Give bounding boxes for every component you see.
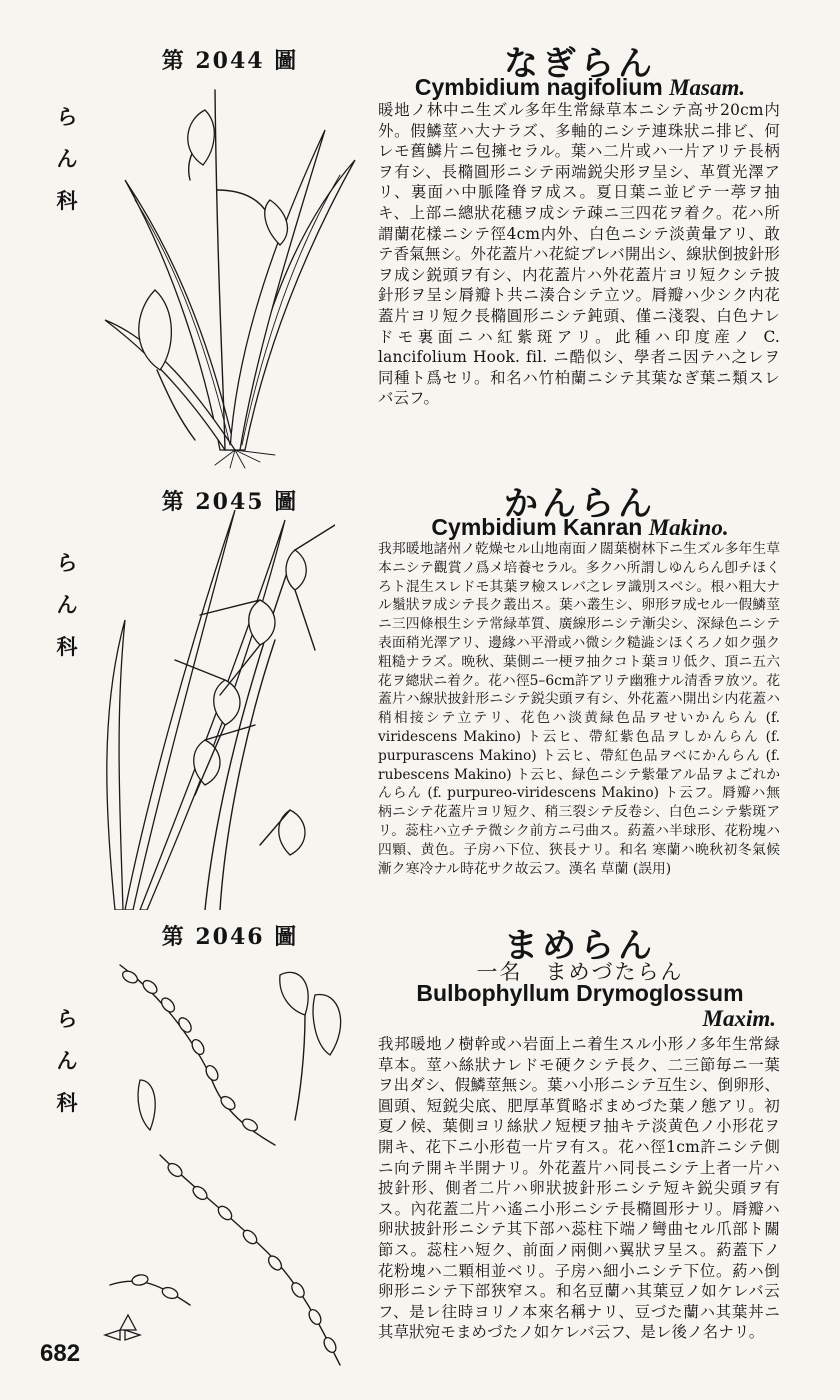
kanran-illustration	[85, 510, 335, 910]
nagiran-illustration	[85, 70, 370, 470]
scientific-author: Masam.	[669, 75, 746, 100]
alternate-name: 一名 まめづたらん	[476, 960, 684, 984]
entry-2044	[0, 0, 840, 470]
scientific-author: Makino.	[648, 515, 729, 540]
entry-2046	[0, 910, 840, 1400]
scientific-name: Cymbidium Kanran Makino.	[431, 514, 729, 540]
figure-label: 第 2044 圖	[161, 48, 299, 74]
japanese-name: かんらん	[504, 484, 656, 524]
page-number: 682	[40, 1340, 81, 1367]
entry-2045	[0, 470, 840, 910]
japanese-name: まめらん	[504, 926, 656, 966]
description: 我邦暖地ノ樹幹或ハ岩面上ニ着生スル小形ノ多年生常緑草本。莖ハ絲狀ナレドモ硬クシテ長ク、二三節毎ニ一葉ヲ出ダシ、假鱗莖無シ。葉ハ小形ニシテ互生シ、倒卵形、圓頭、短鋭尖底、肥厚革質略ボまめづた葉ノ態アリ。初夏ノ候、葉側ヨリ絲狀ノ短梗ヲ抽キテ淡黄色ノ小形花ヲ開キ、花下ニ小形苞一片ヲ有ス。花ハ徑1cm許ニシテ側ニ向テ開キ半開ナリ。外花蓋片ハ同長ニシテ上者一片ハ披針形、側者二片ハ卵狀披針形ニシテ短キ鋭尖頭ヲ有ス。內花蓋二片ハ遙ニ小形ニシテ長橢圓形ナリ。脣瓣ハ卵狀披針形ニシテ其下部ハ蕊柱下端ノ彎曲セル爪部ト關節ス。蕊柱ハ短ク、前面ノ兩側ハ翼狀ヲ呈ス。葯蓋下ノ花粉塊ハ二顆相並ベリ。子房ハ細小ニシテ下位。葯ハ倒卵形ニシテ下部狹窄ス。和名豆蘭ハ其葉豆ノ如ケレバ云フ、是レ往時ヨリノ本來名稱ナリ、豆づた蘭ハ其葉丼ニ其草狀宛モまめづたノ如ケレバ云フ、是レ後ノ名ナリ。	[378, 1035, 780, 1342]
scientific-name: Cymbidium nagifolium Masam.	[414, 74, 746, 100]
family-label: ら ん 科	[56, 550, 78, 659]
figure-label: 第 2046 圖	[161, 924, 299, 950]
japanese-name: なぎらん	[504, 44, 656, 84]
description: 暖地ノ林中ニ生ズル多年生常緑草本ニシテ高サ20cm内外。假鱗莖ハ大ナラズ、多軸的ニシテ連珠狀ニ排ビ、何レモ舊鱗片ニ包擁セラル。葉ハ二片或ハ一片アリテ長柄ヲ有シ、長橢圓形ニシテ兩端鋭尖形ヲ呈シ、革質光澤アリ、裏面ハ中脈隆脊ヲ成ス。夏日葉ニ並ビテ一葶ヲ抽キ、上部ニ總狀花穗ヲ成シテ疎ニ三四花ヲ着ク。花ハ所謂蘭花樣ニシテ徑4cm内外、白色ニシテ淡黄暈アリ、敢テ香氣無シ。外花蓋片ハ花綻ブレバ開出シ、線狀倒披針形ヲ成シ鋭頭ヲ有シ、内花蓋片ハ外花蓋片ヨリ短クシテ披針形ヲ呈シ脣瓣ト共ニ湊合シテ立ツ。脣瓣ハ少シク内花蓋片ヨリ短ク長橢圓形ニシテ鈍頭、僅ニ淺裂、白色ナレドモ裏面ニハ紅紫斑アリ。此種ハ印度産ノ C. lancifolium Hook. fil. ニ酷似シ、學者ニ因テハ之レヲ同種ト爲セリ。和名ハ竹柏蘭ニシテ其葉なぎ葉ニ類スレバ云フ。	[378, 101, 780, 408]
figure-label: 第 2045 圖	[161, 489, 299, 515]
description: 我邦暖地諸州ノ乾燥セル山地南面ノ闊葉樹林下ニ生ズル多年生草本ニシテ觀賞ノ爲メ培養セラル。多クハ所謂しゆんらん卽チほくろト混生スレドモ其葉ヲ檢スレバ之レヲ識別スベシ。根ハ粗大ナル鬚狀ヲ成シテ長ク叢出ス。葉ハ叢生シ、卵形ヲ成セル一假鱗莖ニ三四條根生シテ常緑革質、廣線形ニシテ漸尖シ、深緑色ニシテ表面稍光澤アリ、邊緣ハ平滑或ハ微シク糙澁シほくろノ如ク强ク粗糙ナラズ。晩秋、葉側ニ一梗ヲ抽クコト葉ヨリ低ク、頂ニ五六花ヲ總狀ニ着ク。花ハ徑5–6cm許アリテ幽雅ナル清香ヲ放ツ。花蓋片ハ線狀披針形ニシテ鋭尖頭ヲ有シ、外花蓋ハ開出シ内花蓋ハ稍相接シテ立テリ、花色ハ淡黄緑色品ヲせいかんらん (f. viridescens Makino) ト云ヒ、帶紅紫色品ヲしかんらん (f. purpurascens Makino) ト云ヒ、帶紅色品ヲべにかんらん (f. rubescens Makino) ト云ヒ、緑色ニシテ紫暈アル品ヲよごれかんらん (f. purpureo-viridescens Makino) ト云フ。脣瓣ハ無柄ニシテ花蓋片ヨリ短ク、稍三裂シテ反卷シ、白色ニシテ紫斑アリ。蕊柱ハ立チテ微シク前方ニ弓曲ス。葯蓋ハ半球形、花粉塊ハ四顆、黄色。子房ハ下位、狹長ナリ。和名 寒蘭ハ晩秋初冬氣候漸ク寒冷ナル時花サク故云フ。漢名 草蘭 (誤用)	[378, 541, 780, 877]
scientific-author: Maxim.	[702, 1006, 776, 1031]
mameran-illustration	[100, 955, 380, 1375]
scientific-name: Bulbophyllum Drymoglossum	[416, 980, 744, 1006]
family-label: ら ん 科	[56, 1006, 78, 1115]
family-label: ら ん 科	[56, 104, 78, 213]
